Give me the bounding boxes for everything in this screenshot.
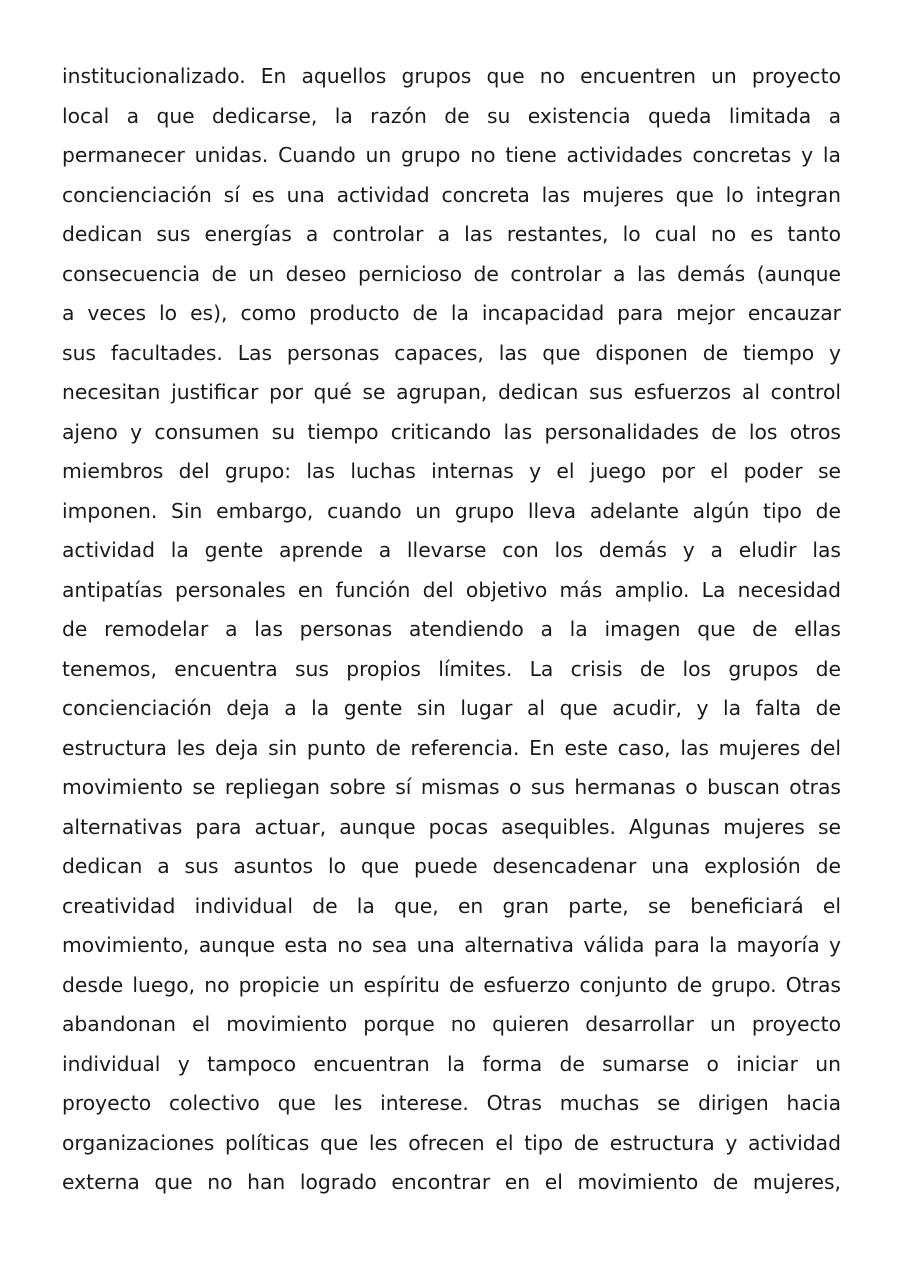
- text-line: antipatías personales en función del objetivo más amplio. La necesidad: [62, 577, 841, 602]
- text-line: actividad la gente aprende a llevarse con los demás y a eludir las: [62, 538, 841, 562]
- text-line: necesitan justificar por qué se agrupan, dedican sus esfuerzos al control: [62, 380, 841, 404]
- text-line: abandonan el movimiento porque no quieren desarrollar un proyecto: [62, 1012, 841, 1036]
- text-line: movimiento, aunque esta no sea una alternativa válida para la mayoría y: [62, 933, 841, 957]
- text-line: alternativas para actuar, aunque pocas asequibles. Algunas mujeres se: [62, 814, 841, 839]
- text-line: de remodelar a las personas atendiendo a la imagen que de ellas: [62, 617, 841, 641]
- text-line: dedican sus energías a controlar a las restantes, lo cual no es tanto: [62, 222, 841, 246]
- text-line: a veces lo es), como producto de la incapacidad para mejor encauzar: [62, 301, 841, 325]
- text-line: local a que dedicarse, la razón de su existencia queda limitada a: [62, 103, 841, 128]
- text-line: consecuencia de un deseo pernicioso de controlar a las demás (aunque: [62, 261, 841, 286]
- text-line: miembros del grupo: las luchas internas y el juego por el poder se: [62, 459, 841, 483]
- text-line: sus facultades. Las personas capaces, las que disponen de tiempo y: [62, 340, 841, 365]
- text-line: imponen. Sin embargo, cuando un grupo lleva adelante algún tipo de: [62, 498, 841, 523]
- text-line: individual y tampoco encuentran la forma de sumarse o iniciar un: [62, 1051, 841, 1076]
- text-line: movimiento se repliegan sobre sí mismas o sus hermanas o buscan otras: [62, 775, 841, 799]
- text-line: tenemos, encuentra sus propios límites. La crisis de los grupos de: [62, 656, 841, 681]
- text-line: creatividad individual de la que, en gran parte, se beneficiará el: [62, 893, 841, 918]
- text-line: organizaciones políticas que les ofrecen el tipo de estructura y actividad: [62, 1130, 841, 1155]
- text-line: externa que no han logrado encontrar en el movimiento de mujeres,: [62, 1170, 841, 1194]
- body-text: [62, 57, 841, 1203]
- text-line: ajeno y consumen su tiempo criticando las personalidades de los otros: [62, 419, 841, 444]
- text-line: estructura les deja sin punto de referencia. En este caso, las mujeres del: [62, 735, 841, 760]
- text-line: institucionalizado. En aquellos grupos que no encuentren un proyecto: [62, 64, 841, 88]
- text-line: concienciación deja a la gente sin lugar al que acudir, y la falta de: [62, 696, 841, 720]
- text-line: concienciación sí es una actividad concreta las mujeres que lo integran: [62, 182, 841, 207]
- text-line: permanecer unidas. Cuando un grupo no tiene actividades concretas y la: [62, 143, 841, 167]
- text-line: proyecto colectivo que les interese. Otras muchas se dirigen hacia: [62, 1091, 841, 1115]
- text-line: desde luego, no propicie un espíritu de esfuerzo conjunto de grupo. Otras: [62, 972, 841, 997]
- text-line: dedican a sus asuntos lo que puede desencadenar una explosión de: [62, 854, 841, 878]
